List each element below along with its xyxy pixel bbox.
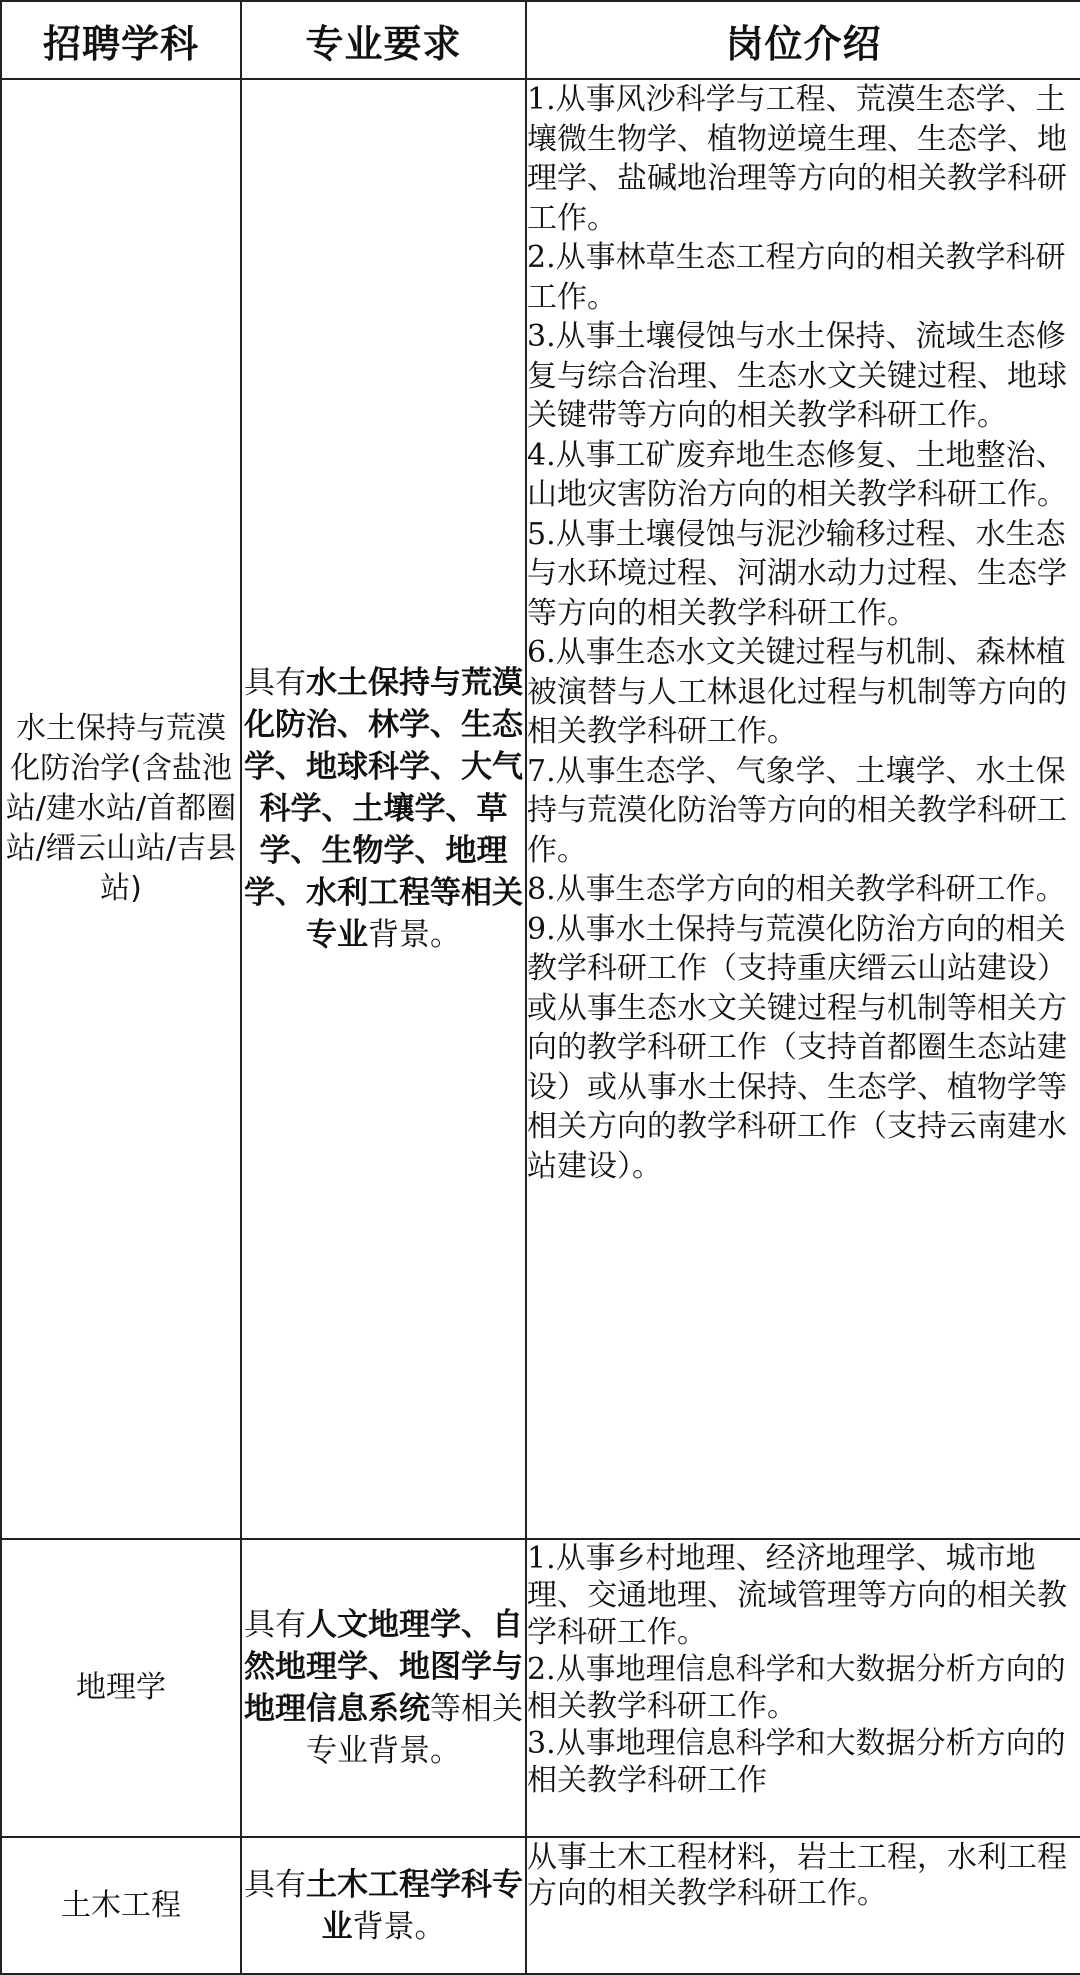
list-item: 9.从事水土保持与荒漠化防治方向的相关教学科研工作（支持重庆缙云山站建设）或从事生态水文关键过程与机制等相关方向的教学科研工作（支持首都圈生态站建设）或从事水土保持、生态学、植物学等相关方向的教学科研工作（支持云南建水站建设）。 — [527, 911, 1067, 1184]
requirement-majors: 土木工程学科专业 — [306, 1866, 523, 1945]
list-item: 4.从事工矿废弃地生态修复、土地整治、山地灾害防治方向的相关教学科研工作。 — [527, 437, 1067, 512]
table-row — [1, 1539, 1080, 1837]
list-item: 7.从事生态学、气象学、土壤学、水土保持与荒漠化防治等方向的相关教学科研工作。 — [527, 753, 1067, 868]
requirement-prefix: 具有 — [244, 1866, 306, 1903]
header-row — [1, 1, 1080, 79]
list-item: 5.从事土壤侵蚀与泥沙输移过程、水生态与水环境过程、河湖水动力过程、生态学等方向的相关教学科研工作。 — [527, 516, 1067, 631]
requirement-cell — [241, 1837, 526, 1974]
list-item: 1.从事风沙科学与工程、荒漠生态学、土壤微生物学、植物逆境生理、生态学、地理学、盐碱地治理等方向的相关教学科研工作。 — [527, 82, 1067, 236]
requirement-cell — [241, 79, 526, 1539]
requirement-majors: 人文地理学、自然地理学、地图学与地理信息系统 — [244, 1607, 523, 1727]
subject-cell: 水土保持与荒漠化防治学(含盐池站/建水站/首都圈站/缙云山站/吉县站) — [1, 79, 241, 1539]
list-item: 6.从事生态水文关键过程与机制、森林植被演替与人工林退化过程与机制等方向的相关教学科研工作。 — [527, 635, 1067, 749]
list-item: 2.从事地理信息科学和大数据分析方向的相关教学科研工作。 — [527, 1652, 1066, 1724]
requirement-suffix: 背景。 — [368, 917, 461, 953]
requirement-majors: 水土保持与荒漠化防治、林学、生态学、地球科学、大气科学、土壤学、草学、生物学、地理学、水利工程等相关专业 — [244, 665, 523, 953]
requirement-prefix: 具有 — [244, 1607, 306, 1643]
requirement-prefix: 具有 — [244, 665, 306, 701]
subject-cell: 地理学 — [1, 1539, 241, 1837]
list-item: 2.从事林草生态工程方向的相关教学科研工作。 — [527, 240, 1066, 315]
requirement-suffix: 背景。 — [352, 1908, 446, 1945]
header-description: 岗位介绍 — [526, 1, 1080, 79]
description-cell — [526, 79, 1080, 1539]
header-requirement: 专业要求 — [241, 1, 526, 79]
list-item: 从事土木工程材料，岩土工程，水利工程方向的相关教学科研工作。 — [527, 1840, 1067, 1911]
table-row — [1, 79, 1080, 1539]
table-row — [1, 1837, 1080, 1974]
description-cell — [526, 1837, 1080, 1974]
list-item: 8.从事生态学方向的相关教学科研工作。 — [527, 872, 1066, 907]
requirement-cell — [241, 1539, 526, 1837]
list-item: 1.从事乡村地理、经济地理学、城市地理、交通地理、流域管理等方向的相关教学科研工作。 — [527, 1541, 1067, 1650]
list-item: 3.从事地理信息科学和大数据分析方向的相关教学科研工作 — [527, 1726, 1066, 1798]
subject-cell: 土木工程 — [1, 1837, 241, 1974]
description-cell — [526, 1539, 1080, 1837]
requirement-suffix: 等相关专业背景。 — [306, 1691, 523, 1769]
list-item: 3.从事土壤侵蚀与水土保持、流域生态修复与综合治理、生态水文关键过程、地球关键带等方向的相关教学科研工作。 — [527, 319, 1067, 433]
header-subject: 招聘学科 — [1, 1, 241, 79]
